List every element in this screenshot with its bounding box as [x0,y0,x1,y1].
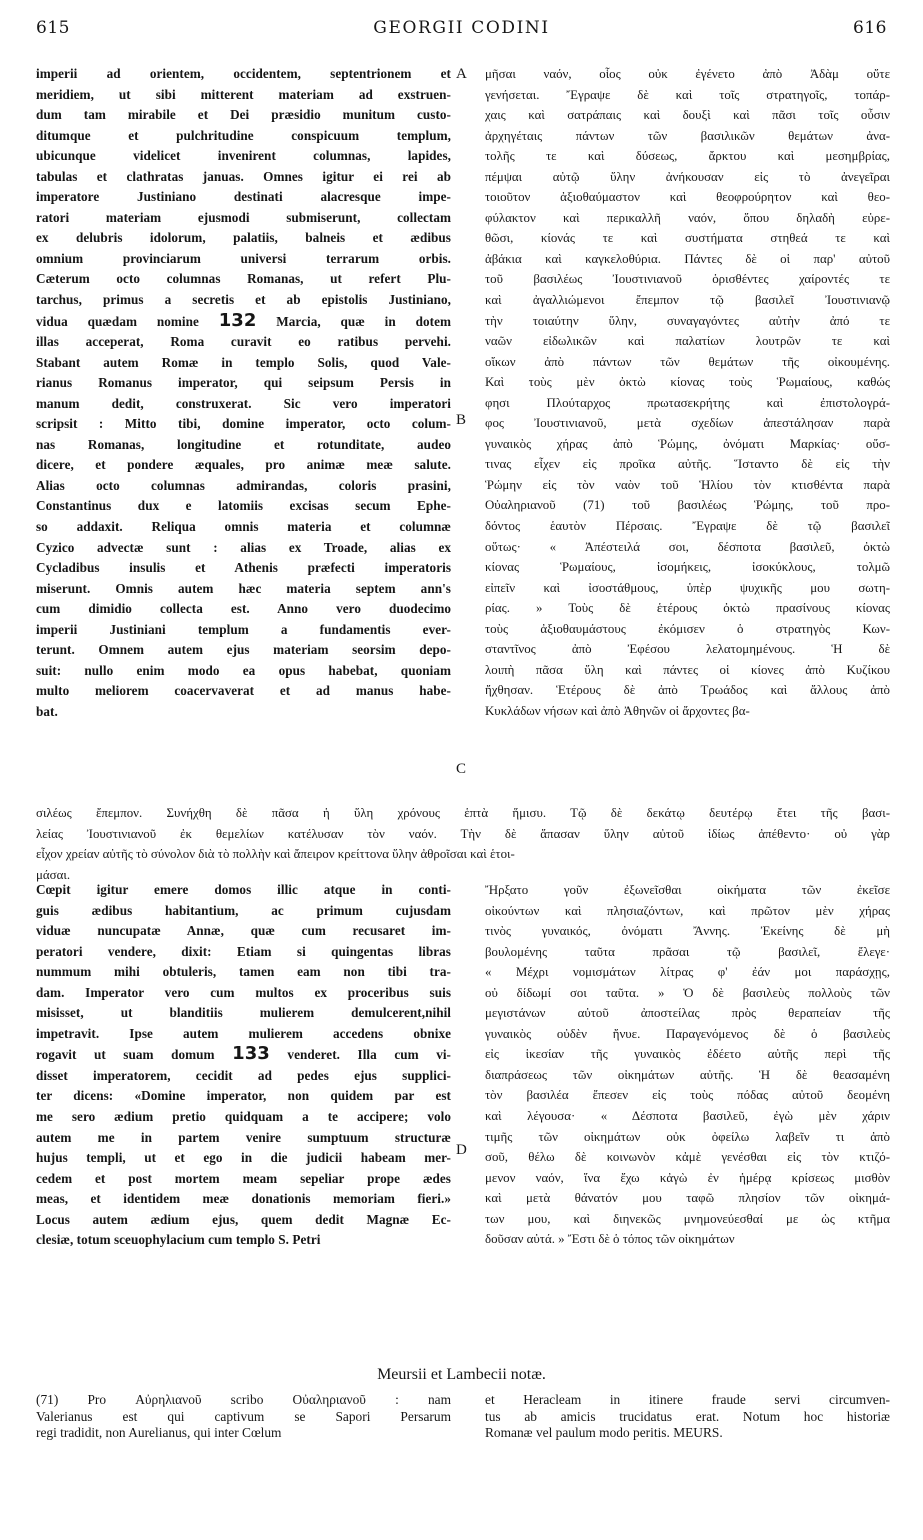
section-marker-d: D [456,1142,467,1158]
page-reference-number: 133 [232,1044,270,1065]
text-line: Καὶ τοὺς μὲν ὀκτὼ κίονας τοὺς Ῥωμαίους, καθώς [485,375,890,390]
text-line: dicere, et pondere æquales, pro animæ meæ salute. [36,457,451,473]
text-line: Ῥώμην εἰς τὸν ναὸν τοῦ Ἡλίου τὸν κτισθέντα παρὰ [485,477,890,492]
note-column-right [485,1392,890,1442]
latin-column-lower [36,880,451,1251]
text-line: τοῦ βασιλέως Ἰουστινιανοῦ ὁρισθέντες χαίροντές τε [485,272,890,287]
text-line: εἶχον χρείαν αὐτῆς τὸ σύνολον διὰ τὸ πολλὴν καὶ ἄπειρον κρείττονα ὕλην ἀθροῖσαι καὶ ἑτοι- [36,847,515,862]
text-line: Valerianus est qui captivum se Sapori Persarum [36,1408,451,1424]
text-line: ἤχθησαν. Ἑτέρους δὲ ἀπὸ Τρωάδος καὶ ἄλλους ἀπὸ [485,683,890,698]
text-line: φος Ἰουστινιανοῦ, μετὰ σχεδίων ἀπεστάλησαν παρὰ [485,416,890,431]
text-line: so addaxit. Reliqua omnis materia et columnæ [36,519,451,535]
text-line: ditumque et pulchritudine conspicuum templum, [36,127,451,143]
text-line: dum tam mirabile et Dei præsidio munitum custo- [36,107,451,123]
text-line: Alias octo columnas admirandas, coloris prasini, [36,477,451,493]
text-line: miserunt. Omnis autem hæc materia septem ann's [36,580,451,596]
text-line: γυναικὸς χήρας ἀπὸ Ῥώμης, ὀνόματι Μαρκίας· οὔσ- [485,436,890,451]
text-line: εἰπεῖν καὶ ἰσοστάθμους, ὑπὲρ ψυχικῆς μου σωτη- [485,580,890,595]
note-column-left [36,1392,451,1442]
text-line: ratori materiam ejusmodi submiserunt, collectam [36,209,451,225]
text-line: (71) Pro Αὐρηλιανοῦ scribo Οὐαληριανοῦ : nam [36,1392,451,1407]
latin-column-upper [36,64,451,723]
text-line: πέμψαι αὐτῷ ὕλην ἀνήκουσαν εἰς τὸ ἀνεγεῖραι [485,169,890,184]
text-line: terunt. Omnem autem ejus materiam seorsim depo- [36,642,451,658]
text-line: Ἤρξατο γοῦν ἐξωνεῖσθαι οἰκήματα τῶν ἐκεῖσε [485,883,890,897]
text-line: vidua quædam nomine 132 Marcia, quæ in dotem [36,310,451,331]
text-line: hujus templi, ut et ego in die judicii habeam mer- [36,1150,451,1166]
text-line: scripsit : Mitto tibi, domine imperator, octo colum- [36,416,451,432]
text-line: ναῶν εἰδωλικῶν καὶ παλατίων λουτρῶν τε καὶ [485,334,890,349]
text-line: χαις καὶ σατράπαις καὶ δουξὶ καὶ πᾶσι τοῖς οὖσιν [485,108,890,123]
text-line: tus ab amicis trucidatus erat. Notum hoc historiæ [485,1408,890,1424]
text-line: meridiem, ut sibi mitterent materiam ad exstruen- [36,86,451,102]
text-line: meas, et identidem meæ donationis memoriam fieri.» [36,1191,451,1207]
page-number-right: 616 [853,18,887,38]
text-line: misisset, ut blanditiis mulierem demulcerent,nihil [36,1005,451,1021]
text-line: δοῦσαν αὐτά. » Ἔστι δὲ ὁ τόπος τῶν οἰκημάτων [485,1232,735,1247]
text-line: Constantinus dux e latomiis excisas secum Ephe- [36,498,451,514]
running-title: GEORGII CODINI [373,18,550,38]
text-line: multo meliorem coacervaverat et ad manus habe- [36,683,451,699]
text-line: φύλακτον καὶ περικαλλῆ ναόν, ὅπου δηλαδὴ εὑρε- [485,210,890,225]
text-line: ρίας. » Τοὺς δὲ ἑτέρους ὀκτὼ πρασίνους κίονας [485,601,890,616]
text-line: των μου, καὶ διηνεκῶς μνημονεύεσθαί με ὡς κτῆμα [485,1211,890,1226]
text-line: μεγιστάνων αὐτοῦ ἀποστείλας πρὸς θεραπείαν τῆς [485,1006,890,1021]
section-marker-a: A [456,66,467,82]
text-line: suit: nullo enim modo ea opus habebat, quoniam [36,662,451,678]
text-line: ex delubris idolorum, palatiis, balneis et ædibus [36,230,451,246]
text-line: clesiæ, totum sceuophylacium cum templo S. Petri [36,1232,321,1248]
text-line: Cyzico advectæ sunt : alias ex Troade, alias ex [36,539,451,555]
text-line: θῶσι, κίονάς τε καὶ συστήματα στηθεά τε καὶ [485,231,890,246]
text-line: impetravit. Ipse autem mulierem accedens obnixe [36,1025,451,1041]
text-line: καὶ μετὰ θάνατόν μου ταφῶ πλησίον τῶν οἰκημά- [485,1191,890,1206]
text-line: φησι Πλούταρχος πρωτασεκρήτης καὶ ἐπιστολογρά- [485,395,890,410]
text-line: γυναικὸς οὐδὲν ἤνυε. Παραγενόμενος δὲ ὁ βασιλεὺς [485,1026,890,1041]
text-line: dam. Imperator vero cum multos ex proceribus suis [36,984,451,1000]
text-line: καὶ λέγουσα· « Δέσποτα βασιλεῦ, ἐγὼ μὲν χάριν [485,1109,890,1124]
text-line: rogavit ut suam domum 133 venderet. Illa cum vi- [36,1044,451,1065]
text-line: σταντῖνος ἀπὸ Ἐφέσου λελατομημένους. Ἡ δὲ [485,642,890,657]
text-line: et Heracleam in itinere fraude servi circumven- [485,1392,890,1407]
text-line: γενήσεται. Ἔγραψε δὲ καὶ τοῖς στρατηγοῖς, τοπάρ- [485,87,890,102]
text-line: regi tradidit, non Aurelianus, qui inter Cœlum [36,1425,282,1440]
text-line: tabulas et clathratas januas. Omnes igitur ei rei ab [36,168,451,184]
notes-heading: Meursii et Lambecii notæ. [377,1366,546,1383]
text-line: viduæ nuncupatæ Annæ, quæ cum recusaret im- [36,923,451,939]
text-line: τολῆς τε καὶ δύσεως, ἄρκτου καὶ μεσημβρίας, [485,149,890,164]
text-line: διαπράσεως τῶν οἰκημάτων αὐτῆς. Ἡ δὲ θεασαμένη [485,1067,890,1082]
text-line: λοιπὴ πᾶσα ὕλη καὶ πάντες οἱ κίονες ἀπὸ Κυζίκου [485,662,890,677]
text-line: ter dicens: «Domine imperator, non quidem par est [36,1088,451,1104]
text-line: οὕτως· « Ἀπέστειλά σοι, δέσποτα βασιλεῦ, ὀκτὼ [485,539,890,554]
text-line: λείας Ἰουστινιανοῦ ἐκ θεμελίων κατέλυσαν τὸν ναόν. Τὴν δὲ ἅπασαν ὕλην αὐτοῦ ἰδίως ἀπέθεντο· οὐ γὰρ [36,826,890,841]
text-line: τοὺς ἀξιοθαυμάστους ἐκόμισεν ὁ στρατηγὸς Κων- [485,621,890,636]
text-line: Cæterum octo columnas Romanas, ut refert Plu- [36,271,451,287]
text-line: tarchus, primus a secretis et ab epistolis Justiniano, [36,292,451,308]
text-line: βουλομένης ταῦτα πρᾶσαι τῷ βασιλεῖ, ἔλεγε· [485,944,890,959]
text-line: ἀβάκια καὶ καγκελοθύρια. Πάντες δὲ οἱ παρ' αὐτοῦ [485,251,890,266]
text-line: τιμῆς τῶν οἰκημάτων οὐκ ὀφείλω λαβεῖν τι ἀπὸ [485,1129,890,1144]
text-line: Romanæ vel paulum modo peritis. MEURS. [485,1425,723,1440]
text-line: τὴν τοιαύτην ὕλην, συναγαγόντες αὐτὴν ἀπό τε [485,313,890,328]
text-line: cedem et post mortem meam sepeliar prope ædes [36,1170,451,1186]
greek-column-lower [485,880,890,1250]
text-line: illas acceperat, Roma curavit eo ratibus pervehi. [36,334,451,350]
text-line: rianus Romanus imperator, qui seipsum Persis in [36,375,451,391]
text-line: κίονας Ῥωμαίους, ἰσομήκεις, ἰσοκύκλους, τολμῶ [485,560,890,575]
text-line: peratori vendere, dixit: Etiam si quingentas libras [36,943,451,959]
text-line: « Μέχρι νομισμάτων λίτρας φ' ἐάν μοι παράσχῃς, [485,965,890,980]
text-line: εἰς ἱκεσίαν τῆς γυναικὸς ἐδέετο αὐτῆς περὶ τῆς [485,1047,890,1062]
text-line: Cycladibus insulis et Athenis præfecti imperatoris [36,560,451,576]
text-line: Κυκλάδων νήσων καὶ ἀπὸ Ἀθηνῶν οἱ ἄρχοντες βα- [485,703,750,718]
text-line: disset imperatorem, cecidit ad pedes ejus supplici- [36,1067,451,1083]
text-line: τινας εἶχεν εἰς προῖκα αὐτῆς. Ἵσταντο δὲ εἰς τὴν [485,457,890,472]
text-line: Locus autem ædium ejus, quem dedit Magnæ Ec- [36,1211,451,1227]
text-line: nummum mihi obtuleris, tamen eam non tibi tra- [36,964,451,980]
text-line: μάσαι. [36,868,71,882]
text-line: imperii Justiniani templum a fundamentis ever- [36,621,451,637]
section-marker-c: C [456,761,467,777]
greek-full-width-passage [36,803,890,865]
text-line: τοιοῦτον ἀξιοθαύμαστον καὶ θεοφρούρητον καὶ θεο- [485,190,890,205]
text-line: οἴκων ἀπὸ πάντων τῶν θεμάτων τῆς οἰκουμένης. [485,354,890,369]
greek-column-upper [485,64,890,722]
text-line: καὶ ἀγαλλιώμενοι ἔπεμπον τῷ βασιλεῖ Ἰουστινιανῷ [485,293,890,308]
text-line: τινὸς γυναικός, ὀνόματι Ἄννης. Ἐκείνης δὲ μὴ [485,924,890,939]
text-line: me sero ædium pretio quidquam a te accipere; volo [36,1109,451,1125]
text-line: omnium provinciarum universi terrarum orbis. [36,250,451,266]
text-line: Οὐαληριανοῦ (71) τοῦ βασιλέως Ῥώμης, τοῦ προ- [485,498,890,513]
text-line: Stabant autem Romæ in templo Solis, quod Vale- [36,354,451,370]
text-line: μενον ναόν, ἵνα ἔχω κἀγὼ ἐν ἡμέρᾳ κρίσεως μισθὸν [485,1170,890,1185]
text-line: imperatore Justiniano destinati alacresque impe- [36,189,451,205]
text-line: οἰκούντων καὶ πλησιαζόντων, καὶ πρῶτον μὲν χήρας [485,903,890,918]
text-line: nas Romanas, longitudine et rotunditate, audeo [36,436,451,452]
section-marker-b: B [456,412,467,428]
text-line: σοῦ, θέλω δὲ κοινωνὸν κἀμὲ γενέσθαι εἰς τὸν κτιζό- [485,1150,890,1165]
text-line: ἀρχηγέταις πάντων τῶν βασιλικῶν θεμάτων ἀνα- [485,128,890,143]
text-line: Cœpit igitur emere domos illic atque in conti- [36,882,451,897]
text-line: autem me in partem venire sumptuum structuræ [36,1129,451,1145]
text-line: guis ædibus habitantium, ac primum cujusdam [36,902,451,918]
text-line: σιλέως ἔπεμπον. Συνήχθη δὲ πᾶσα ἡ ὕλη χρόνους ἑπτὰ ἥμισυ. Τῷ δὲ δεκάτῳ δευτέρῳ ἔτει τῆς βασι- [36,806,890,820]
text-line: cum dimidio collecta est. Anno vero duodecimo [36,601,451,617]
page-header [36,10,887,42]
page-reference-number: 132 [218,310,257,331]
text-line: τὸν βασιλέα ἔπεσεν εἰς τοὺς πόδας αὐτοῦ δεομένη [485,1088,890,1103]
text-line: imperii ad orientem, occidentem, septentrionem et [36,66,451,81]
text-line: μῆσαι ναόν, οἷος οὐκ ἐγένετο ἀπὸ Ἀδὰμ οὔτε [485,67,890,81]
text-line: δόντος ἑαυτὸν Πέρσαις. Ἔγραψε δὲ τῷ βασιλεῖ [485,519,890,534]
text-line: bat. [36,703,58,719]
text-line: οὐ δίδωμί σοι ταῦτα. » Ὁ δὲ βασιλεὺς πολλοὺς τῶν [485,985,890,1000]
page-number-left: 615 [36,18,70,38]
text-line: ubicunque videlicet invenirent columnas, lapides, [36,148,451,164]
text-line: manum dedit, construxerat. Sic vero imperatori [36,395,451,411]
